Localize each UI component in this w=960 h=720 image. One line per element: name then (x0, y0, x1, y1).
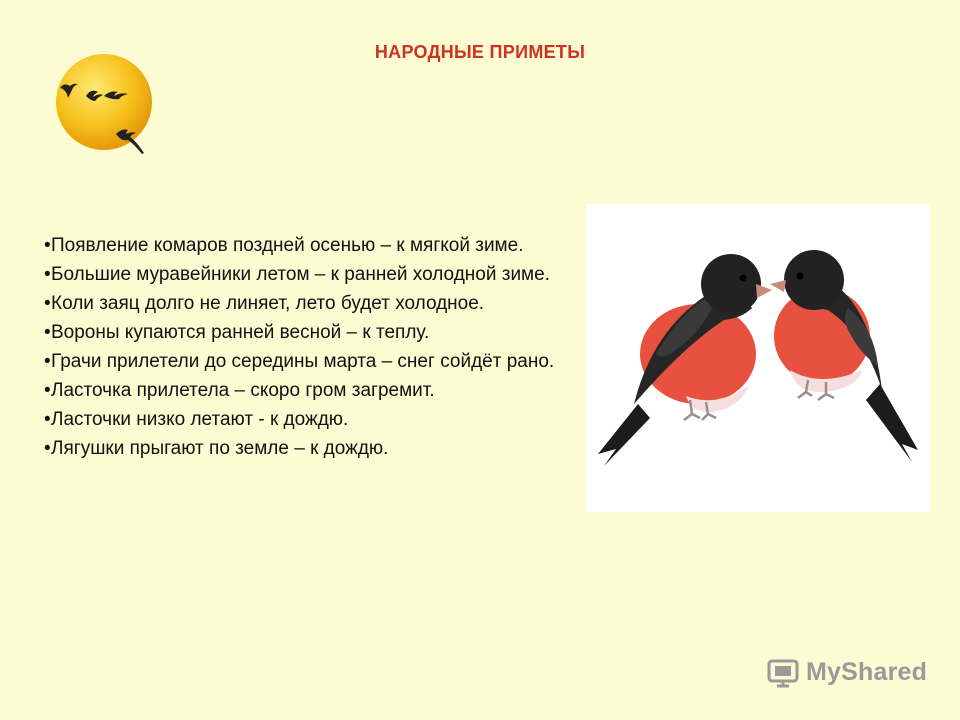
list-item: •Вороны купаются ранней весной – к теплу. (44, 322, 430, 343)
bullfinches-illustration (586, 204, 930, 512)
list-item: •Ласточка прилетела – скоро гром загремит. (44, 380, 435, 401)
list-item: •Коли заяц долго не линяет, лето будет холодное. (44, 293, 485, 314)
slide-title: НАРОДНЫЕ ПРИМЕТЫ (374, 42, 586, 62)
left-bullfinch (598, 254, 772, 466)
right-bullfinch (770, 250, 918, 462)
signs-list (44, 231, 604, 463)
list-item: •Ласточки низко летают - к дождю. (44, 409, 349, 430)
watermark-text: MyShared (806, 657, 928, 686)
sun-with-birds-icon (50, 52, 165, 162)
list-item: •Грачи прилетели до середины марта – снег сойдёт рано. (44, 351, 555, 372)
list-item: •Лягушки прыгают по земле – к дождю. (44, 438, 389, 459)
myshared-logo-icon (766, 655, 800, 689)
myshared-watermark (766, 654, 927, 690)
bullfinches-image (586, 204, 930, 512)
list-item: •Появление комаров поздней осенью – к мягкой зиме. (44, 235, 524, 256)
list-item: •Большие муравейники летом – к ранней холодной зиме. (44, 264, 550, 285)
